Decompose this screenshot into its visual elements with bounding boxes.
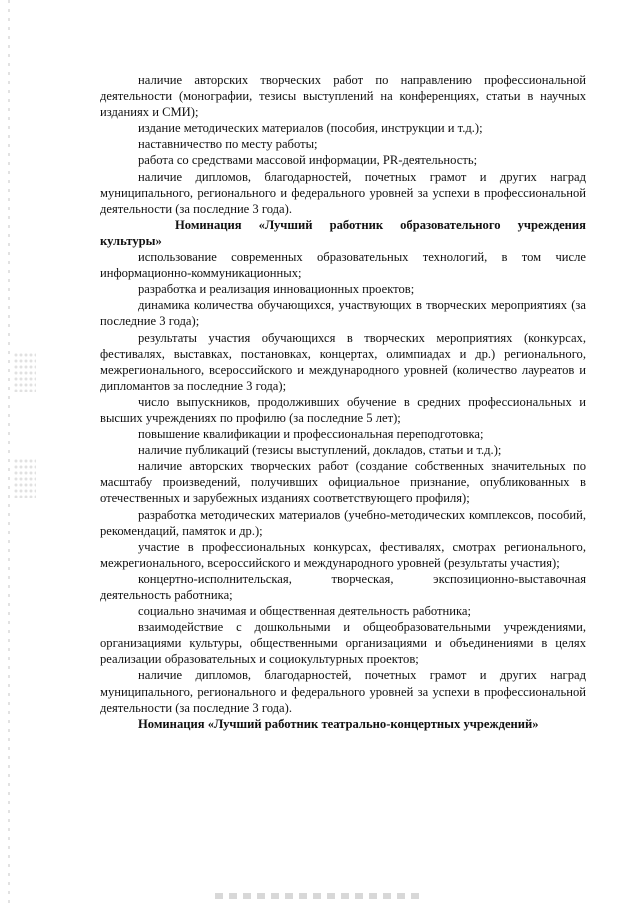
criterion-paragraph: взаимодействие с дошкольными и общеобразовательными учреждениями, организациями культуры, общественными организациями и объединениями в целях реализации образовательных и социокультурных проектов;: [100, 620, 586, 667]
criterion-paragraph: наличие авторских творческих работ (создание собственных значительных по масштабу произведений, получивших официальное признание, опубликованных в отечественных и зарубежных изданиях соответствующего профиля);: [100, 459, 586, 506]
nomination-heading: Номинация «Лучший работник театрально-концертных учреждений»: [138, 716, 539, 731]
criterion-paragraph: наличие дипломов, благодарностей, почетных грамот и других наград муниципального, регионального и федерального уровней за успехи в профессиональной деятельности (за последние 3 года).: [100, 668, 586, 715]
document-text: [100, 72, 586, 732]
criterion-paragraph: число выпускников, продолживших обучение в средних профессиональных и высших учреждениях по профилю (за последние 5 лет);: [100, 394, 586, 425]
criterion-paragraph: динамика количества обучающихся, участвующих в творческих мероприятиях (за последние 3 года);: [100, 298, 586, 329]
criterion-paragraph: издание методических материалов (пособия, инструкции и т.д.);: [138, 121, 483, 136]
criterion-paragraph: социально значимая и общественная деятельность работника;: [138, 604, 471, 619]
criterion-paragraph: использование современных образовательных технологий, в том числе информационно-коммуникационных;: [100, 250, 586, 281]
criterion-paragraph: наставничество по месту работы;: [138, 137, 318, 152]
criterion-paragraph: участие в профессиональных конкурсах, фестивалях, смотрах регионального, межрегионального, всероссийского и международного уровней (результаты участия);: [100, 539, 586, 570]
criterion-paragraph: разработка и реализация инновационных проектов;: [138, 282, 415, 297]
scan-noise-mark: [14, 352, 36, 392]
criterion-paragraph: концертно-исполнительская, творческая, экспозиционно-выставочная деятельность работника;: [100, 571, 586, 602]
criterion-paragraph: повышение квалификации и профессиональная переподготовка;: [138, 427, 484, 442]
nomination-heading: Номинация «Лучший работник образовательного учреждения культуры»: [100, 217, 586, 248]
criterion-paragraph: наличие авторских творческих работ по направлению профессиональной деятельности (монографии, тезисы выступлений на конференциях, статьи в научных изданиях и СМИ);: [100, 73, 586, 120]
scan-edge-artifact: [8, 0, 10, 905]
criterion-paragraph: результаты участия обучающихся в творческих мероприятиях (конкурсах, фестивалях, выставках, постановках, концертах, олимпиадах и др.) регионального, межрегионального, всероссийского и международного уровней (количество лауреатов и дипломантов за последние 3 года);: [100, 330, 586, 393]
criterion-paragraph: разработка методических материалов (учебно-методических комплексов, пособий, рекомендаций, памяток и др.);: [100, 507, 586, 538]
scan-noise-mark: [14, 458, 36, 498]
criterion-paragraph: наличие дипломов, благодарностей, почетных грамот и других наград муниципального, регионального и федерального уровней за успехи в профессиональной деятельности (за последние 3 года).: [100, 169, 586, 216]
criterion-paragraph: наличие публикаций (тезисы выступлений, докладов, статьи и т.д.);: [138, 443, 502, 458]
scan-bottom-artifact: [215, 893, 425, 899]
criterion-paragraph: работа со средствами массовой информации, PR-деятельность;: [138, 153, 478, 168]
